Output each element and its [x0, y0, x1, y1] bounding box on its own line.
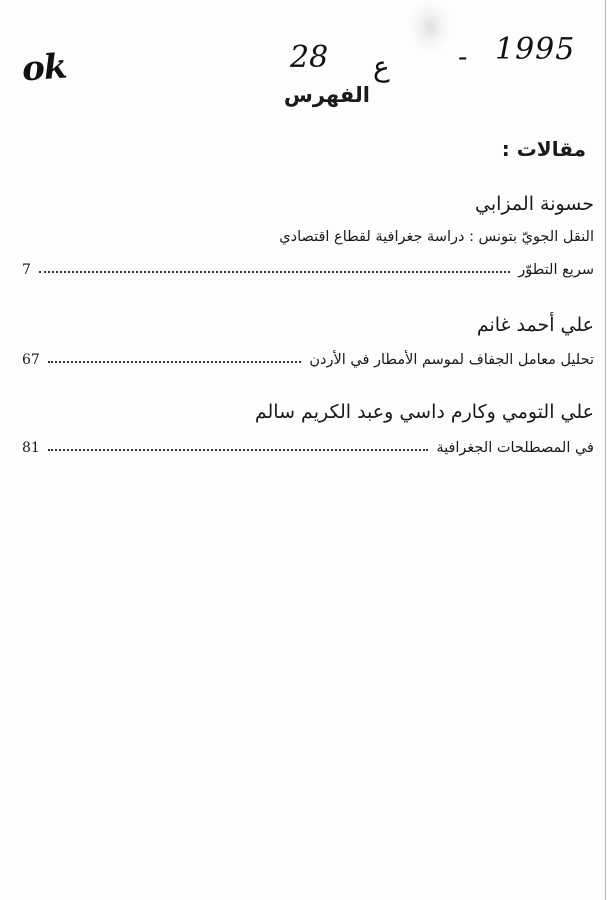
article-author: علي أحمد غانم	[476, 314, 594, 336]
handwritten-date-month: ع	[373, 50, 390, 83]
article-title-line: تحليل معامل الجفاف لموسم الأمطار في الأردن	[309, 352, 594, 368]
section-heading: مقالات :	[501, 137, 586, 161]
article-title-line: سريع التطوّر	[518, 262, 594, 278]
toc-entry	[22, 346, 594, 368]
toc-entry	[22, 256, 594, 278]
page-number: 7	[22, 262, 31, 278]
page-edge	[605, 0, 606, 900]
article-title-line: النقل الجويّ بتونس : دراسة جغرافية لقطاع اقتصادي	[279, 229, 594, 245]
handwritten-date-day: 28	[290, 40, 329, 75]
page-title: الفهرس	[283, 83, 370, 107]
handwritten-date-separator: -	[458, 40, 468, 73]
dot-leader	[39, 271, 510, 273]
article-author: حسونة المزابي	[475, 193, 594, 215]
dot-leader	[48, 361, 302, 363]
handwritten-date-year: 1995	[495, 32, 576, 67]
toc-entry	[22, 434, 594, 456]
article-author: علي التومي وكارم داسي وعبد الكريم سالم	[254, 401, 594, 423]
dot-leader	[48, 449, 428, 451]
scan-smudge	[410, 2, 450, 52]
page-number: 67	[22, 352, 40, 368]
article-title-line: في المصطلحات الجغرافية	[436, 440, 594, 456]
handwritten-ok-mark: ok	[20, 46, 68, 90]
page-number: 81	[22, 440, 40, 456]
